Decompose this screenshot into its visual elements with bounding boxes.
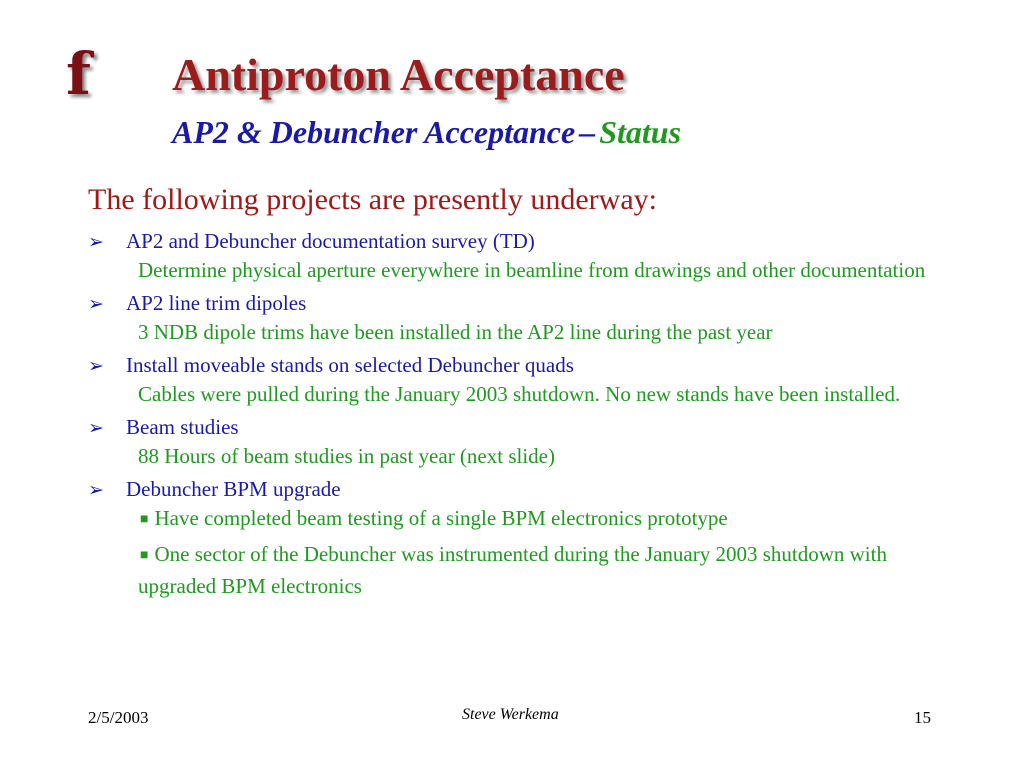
subtitle-dash: –: [579, 114, 596, 150]
list-item: [88, 476, 968, 600]
item-heading: Beam studies: [126, 415, 239, 439]
footer-page-number: 15: [914, 708, 931, 727]
item-heading: Install moveable stands on selected Debuncher quads: [126, 353, 574, 377]
subbullet-text: One sector of the Debuncher was instrumented during the January 2003 shutdown with upgraded BPM electronics: [138, 542, 887, 598]
item-subbullet: [138, 504, 968, 536]
item-detail: 88 Hours of beam studies in past year (next slide): [138, 444, 555, 468]
list-item: [88, 414, 968, 470]
list-item: [88, 352, 968, 408]
item-heading: Debuncher BPM upgrade: [126, 477, 341, 501]
arrow-bullet-icon: ➢: [88, 356, 104, 377]
arrow-bullet-icon: ➢: [88, 294, 104, 315]
arrow-bullet-icon: ➢: [88, 232, 104, 253]
subtitle-main: AP2 & Debuncher Acceptance: [172, 114, 576, 150]
subbullet-text: Have completed beam testing of a single BPM electronics prototype: [154, 506, 728, 530]
item-heading: AP2 and Debuncher documentation survey (TD): [126, 229, 535, 253]
slide-subtitle: [172, 112, 681, 152]
project-list: [88, 228, 968, 606]
subtitle-status: Status: [599, 114, 682, 150]
item-detail: Determine physical aperture everywhere in beamline from drawings and other documentation: [138, 258, 926, 282]
square-bullet-icon: ■: [140, 512, 149, 527]
list-item: [88, 228, 968, 284]
footer-date: 2/5/2003: [88, 708, 149, 727]
arrow-bullet-icon: ➢: [88, 480, 104, 501]
footer-author: Steve Werkema: [462, 706, 559, 723]
item-heading: AP2 line trim dipoles: [126, 291, 307, 315]
square-bullet-icon: ■: [140, 548, 149, 563]
intro-text: The following projects are presently underway:: [88, 183, 657, 216]
item-detail: Cables were pulled during the January 2003 shutdown. No new stands have been installed.: [138, 382, 901, 406]
item-detail: 3 NDB dipole trims have been installed in the AP2 line during the past year: [138, 320, 773, 344]
list-item: [88, 290, 968, 346]
arrow-bullet-icon: ➢: [88, 418, 104, 439]
fermilab-logo: f: [66, 40, 91, 108]
item-subbullet: [138, 540, 968, 600]
slide-title: Antiproton Acceptance: [172, 49, 625, 100]
